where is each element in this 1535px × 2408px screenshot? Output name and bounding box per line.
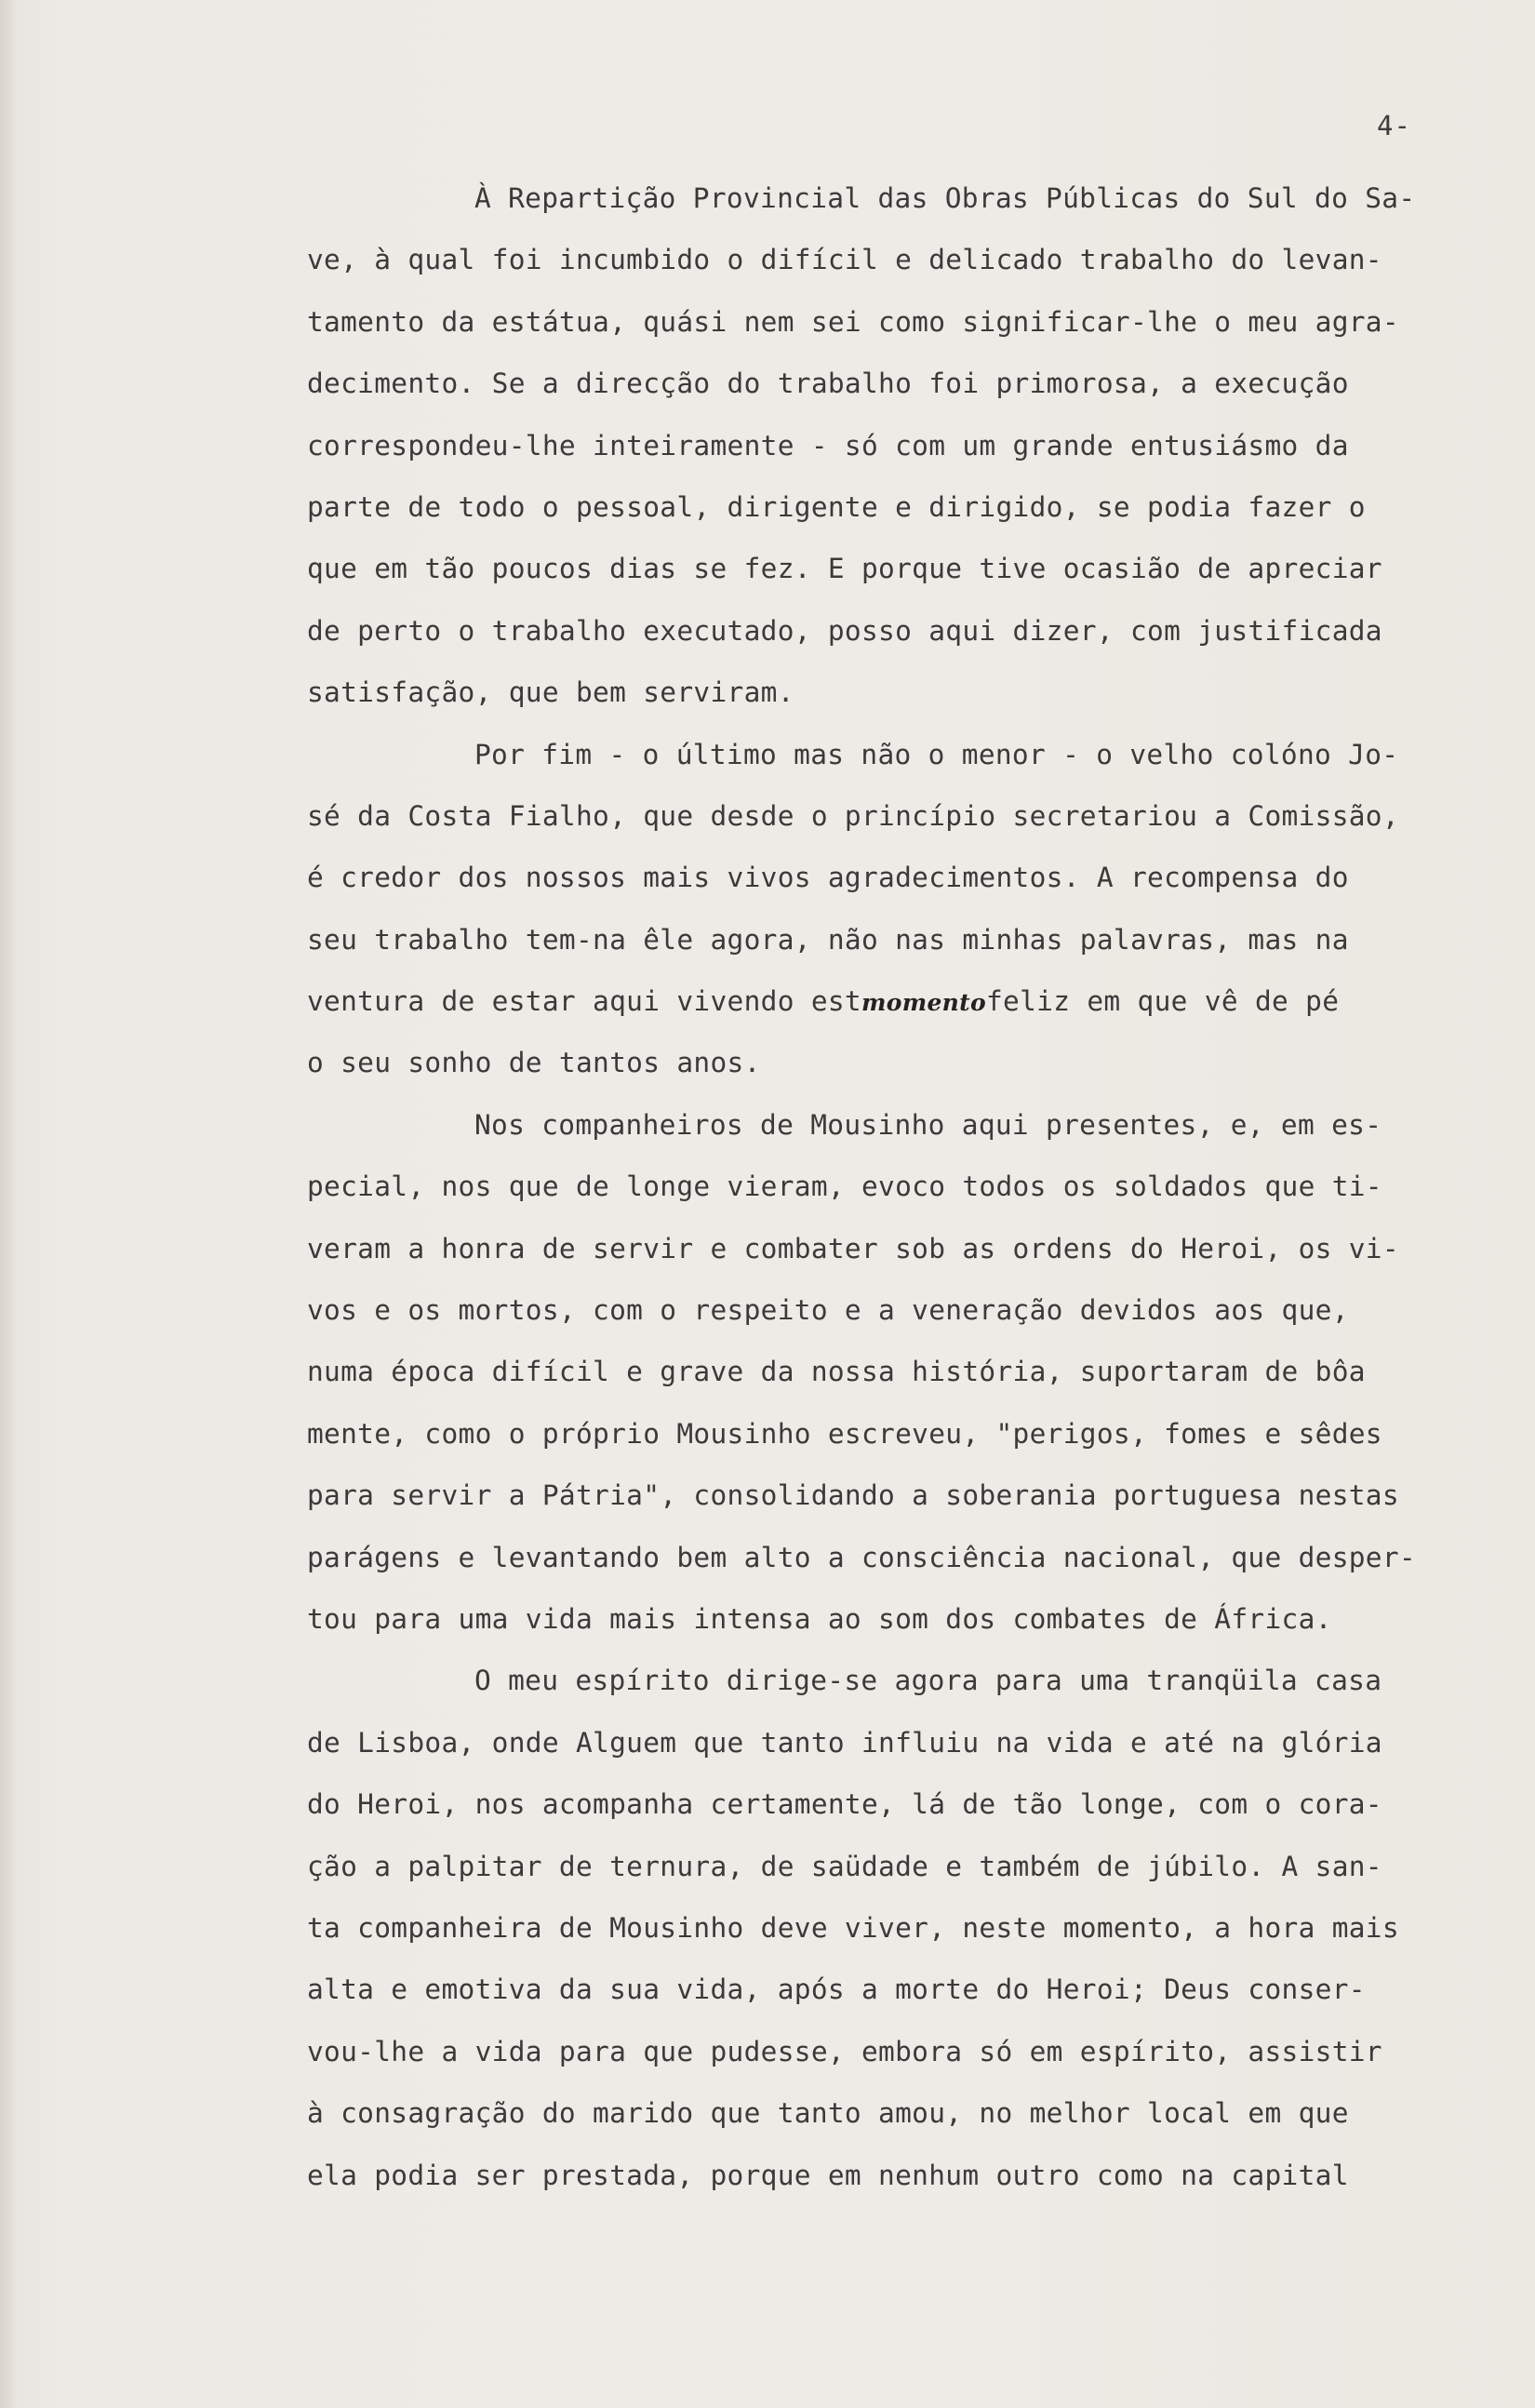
text-line: vos e os mortos, com o respeito e a veneração devidos aos que,: [307, 1294, 1349, 1327]
text-line: tou para uma vida mais intensa ao som dos combates de África.: [307, 1602, 1332, 1635]
text-line: mente, como o próprio Mousinho escreveu, "perigos, fomes e sêdes: [307, 1417, 1382, 1450]
text-line: é credor dos nossos mais vivos agradecimentos. A recompensa do: [307, 862, 1349, 894]
text-line: Por fim - o último mas não o menor - o velho colóno Jo-: [474, 738, 1399, 770]
text-line: ta companheira de Mousinho deve viver, neste momento, a hora mais: [307, 1911, 1399, 1944]
text-line: que em tão poucos dias se fez. E porque tive ocasião de apreciar: [307, 553, 1382, 585]
page-left-edge: [0, 0, 13, 2408]
text-line: alta e emotiva da sua vida, após a morte do Heroi; Deus conser-: [307, 1973, 1366, 2006]
text-line: o seu sonho de tantos anos.: [307, 1047, 761, 1079]
text-line-with-correction: [307, 970, 1516, 1032]
text-line: pecial, nos que de longe vieram, evoco todos os soldados que ti-: [307, 1171, 1382, 1203]
text-line: de Lisboa, onde Alguem que tanto influiu na vida e até na glória: [307, 1726, 1382, 1759]
text-line: veram a honra de servir e combater sob as ordens do Heroi, os vi-: [307, 1232, 1399, 1264]
typewritten-text: [307, 167, 1516, 2206]
text-line: Nos companheiros de Mousinho aqui presentes, e, em es-: [474, 1108, 1382, 1141]
text-line: do Heroi, nos acompanha certamente, lá de tão longe, com o cora-: [307, 1788, 1382, 1821]
text-line: ção a palpitar de ternura, de saüdade e também de júbilo. A san-: [307, 1850, 1382, 1882]
text-line: vou-lhe a vida para que pudesse, embora só em espírito, assistir: [307, 2035, 1382, 2067]
text-line: à consagração do marido que tanto amou, no melhor local em que: [307, 2097, 1349, 2130]
text-line: sé da Costa Fialho, que desde o princípio secretariou a Comissão,: [307, 799, 1399, 832]
text-line: para servir a Pátria", consolidando a soberania portuguesa nestas: [307, 1479, 1399, 1512]
text-line: À Repartição Provincial das Obras Públicas do Sul do Sa-: [474, 182, 1416, 214]
text-line: numa época difícil e grave da nossa história, suportaram de bôa: [307, 1356, 1366, 1388]
text-line: O meu espírito dirige-se agora para uma tranqüila casa: [474, 1665, 1382, 1697]
text-line: ela podia ser prestada, porque em nenhum outro como na capital: [307, 2159, 1349, 2191]
text-line: ve, à qual foi incumbido o difícil e delicado trabalho do levan-: [307, 244, 1382, 276]
text-line: decimento. Se a direcção do trabalho foi primorosa, a execução: [307, 368, 1349, 400]
page-number: 4-: [1377, 110, 1411, 141]
text-line: parágens e levantando bem alto a consciência nacional, que desper-: [307, 1541, 1416, 1573]
handwritten-correction: momento: [861, 989, 986, 1017]
text-line: tamento da estátua, quási nem sei como significar-lhe o meu agra-: [307, 305, 1399, 338]
text-line: correspondeu-lhe inteiramente - só com um grande entusiásmo da: [307, 429, 1349, 462]
text-segment: feliz em que vê de pé: [986, 985, 1340, 1018]
text-line: de perto o trabalho executado, posso aqui dizer, com justificada: [307, 614, 1382, 647]
text-line: satisfação, que bem serviram.: [307, 676, 794, 709]
text-line: seu trabalho tem-na êle agora, não nas minhas palavras, mas na: [307, 923, 1349, 956]
text-line: parte de todo o pessoal, dirigente e dirigido, se podia fazer o: [307, 490, 1366, 523]
text-segment: ventura de estar aqui vivendo est: [307, 985, 861, 1018]
